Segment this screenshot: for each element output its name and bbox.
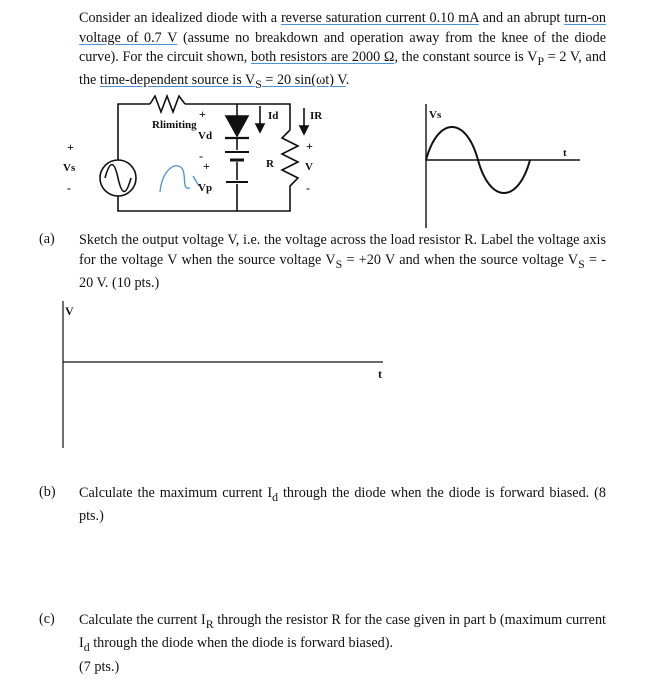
part-c-text-2: through the resistor R for the case given in part b (maximum current I bbox=[79, 612, 606, 652]
part-c-text-3: through the diode when the diode is forward biased). bbox=[89, 635, 394, 652]
vd-label: Vd bbox=[198, 130, 213, 142]
answer-plot-ylabel: V bbox=[65, 304, 74, 318]
turn-on-voltage-text: turn-on voltage of 0.7 V bbox=[79, 10, 606, 46]
vp-plus: + bbox=[203, 159, 210, 173]
annotation-scribble bbox=[160, 166, 190, 192]
part-a-sub-2: S bbox=[578, 256, 585, 271]
source-plot-xlabel: t bbox=[563, 147, 567, 159]
part-c-sub-1: R bbox=[205, 616, 214, 631]
answer-plot-xlabel: t bbox=[378, 367, 382, 381]
ir-label: IR bbox=[310, 110, 323, 122]
part-c-text-1: Calculate the current I bbox=[79, 612, 206, 628]
intro-text-7: , the constant source is V bbox=[394, 49, 538, 65]
part-b-question bbox=[79, 484, 606, 527]
answer-plot bbox=[63, 301, 383, 448]
part-b-text-1: Calculate the maximum current I bbox=[79, 485, 273, 501]
part-a-sub-1: S bbox=[335, 256, 343, 271]
vs-source-sine bbox=[105, 165, 131, 192]
id-label: Id bbox=[268, 110, 279, 122]
part-b-sub: d bbox=[272, 489, 279, 504]
vd-plus: + bbox=[199, 107, 206, 121]
part-a-text-3: = - 20 V. (10 pts.) bbox=[79, 251, 606, 291]
v-label: V bbox=[305, 161, 313, 173]
source-plot bbox=[426, 104, 580, 228]
intro-text-3: and an abrupt bbox=[478, 10, 565, 26]
diode-symbol bbox=[226, 116, 248, 136]
ir-arrowhead bbox=[300, 126, 308, 134]
saturation-current-text: reverse saturation current 0.10 mA bbox=[280, 10, 479, 26]
resistor-value-text: both resistors are 2000 Ω bbox=[251, 49, 395, 65]
v-minus: - bbox=[306, 181, 310, 195]
intro-text-8: = 2 V, and the bbox=[79, 49, 607, 89]
part-c-points: (7 pts.) bbox=[79, 658, 120, 675]
intro-text-5: (assume no breakdown and operation away from the knee of the diode curve). For the circuit shown, bbox=[79, 29, 607, 65]
part-b-label: (b) bbox=[39, 484, 56, 500]
vs-minus: - bbox=[67, 181, 71, 195]
part-b-text-2: through the diode when the diode is forward biased. (8 pts.) bbox=[79, 485, 606, 525]
vs-plus: + bbox=[67, 140, 74, 154]
source-definition-a: time-dependent source is V bbox=[99, 72, 256, 89]
part-a-label: (a) bbox=[39, 231, 55, 247]
vs-subscript: S bbox=[255, 77, 262, 92]
vp-subscript: P bbox=[537, 53, 545, 68]
load-resistor bbox=[282, 130, 298, 190]
intro-text-1: Consider an idealized diode with a bbox=[79, 10, 281, 26]
part-a-question bbox=[79, 231, 606, 293]
id-arrowhead bbox=[256, 124, 264, 132]
part-a-text-1: Sketch the output voltage V, i.e. the voltage across the load resistor R. Label the voltage axis for the voltage V when the source voltage V bbox=[79, 232, 606, 268]
vs-label: Vs bbox=[63, 162, 76, 174]
part-c-sub-2: d bbox=[83, 640, 90, 655]
vp-minus: - bbox=[201, 203, 205, 217]
r-limiting-label: Rlimiting bbox=[152, 119, 197, 131]
source-definition-b: = 20 sin(ωt) V bbox=[261, 72, 346, 89]
part-a-text-2: = +20 V and when the source voltage V bbox=[342, 251, 579, 268]
part-c-label: (c) bbox=[39, 611, 55, 627]
limiting-resistor bbox=[150, 96, 185, 112]
source-plot-ylabel: Vs bbox=[429, 109, 442, 121]
vd-minus: - bbox=[199, 149, 203, 163]
intro-text-11: . bbox=[345, 72, 350, 89]
v-plus: + bbox=[306, 139, 313, 153]
r-label: R bbox=[266, 158, 274, 170]
part-c-question bbox=[79, 611, 606, 677]
vp-label: Vp bbox=[198, 182, 213, 194]
wire-left-top bbox=[118, 104, 150, 160]
